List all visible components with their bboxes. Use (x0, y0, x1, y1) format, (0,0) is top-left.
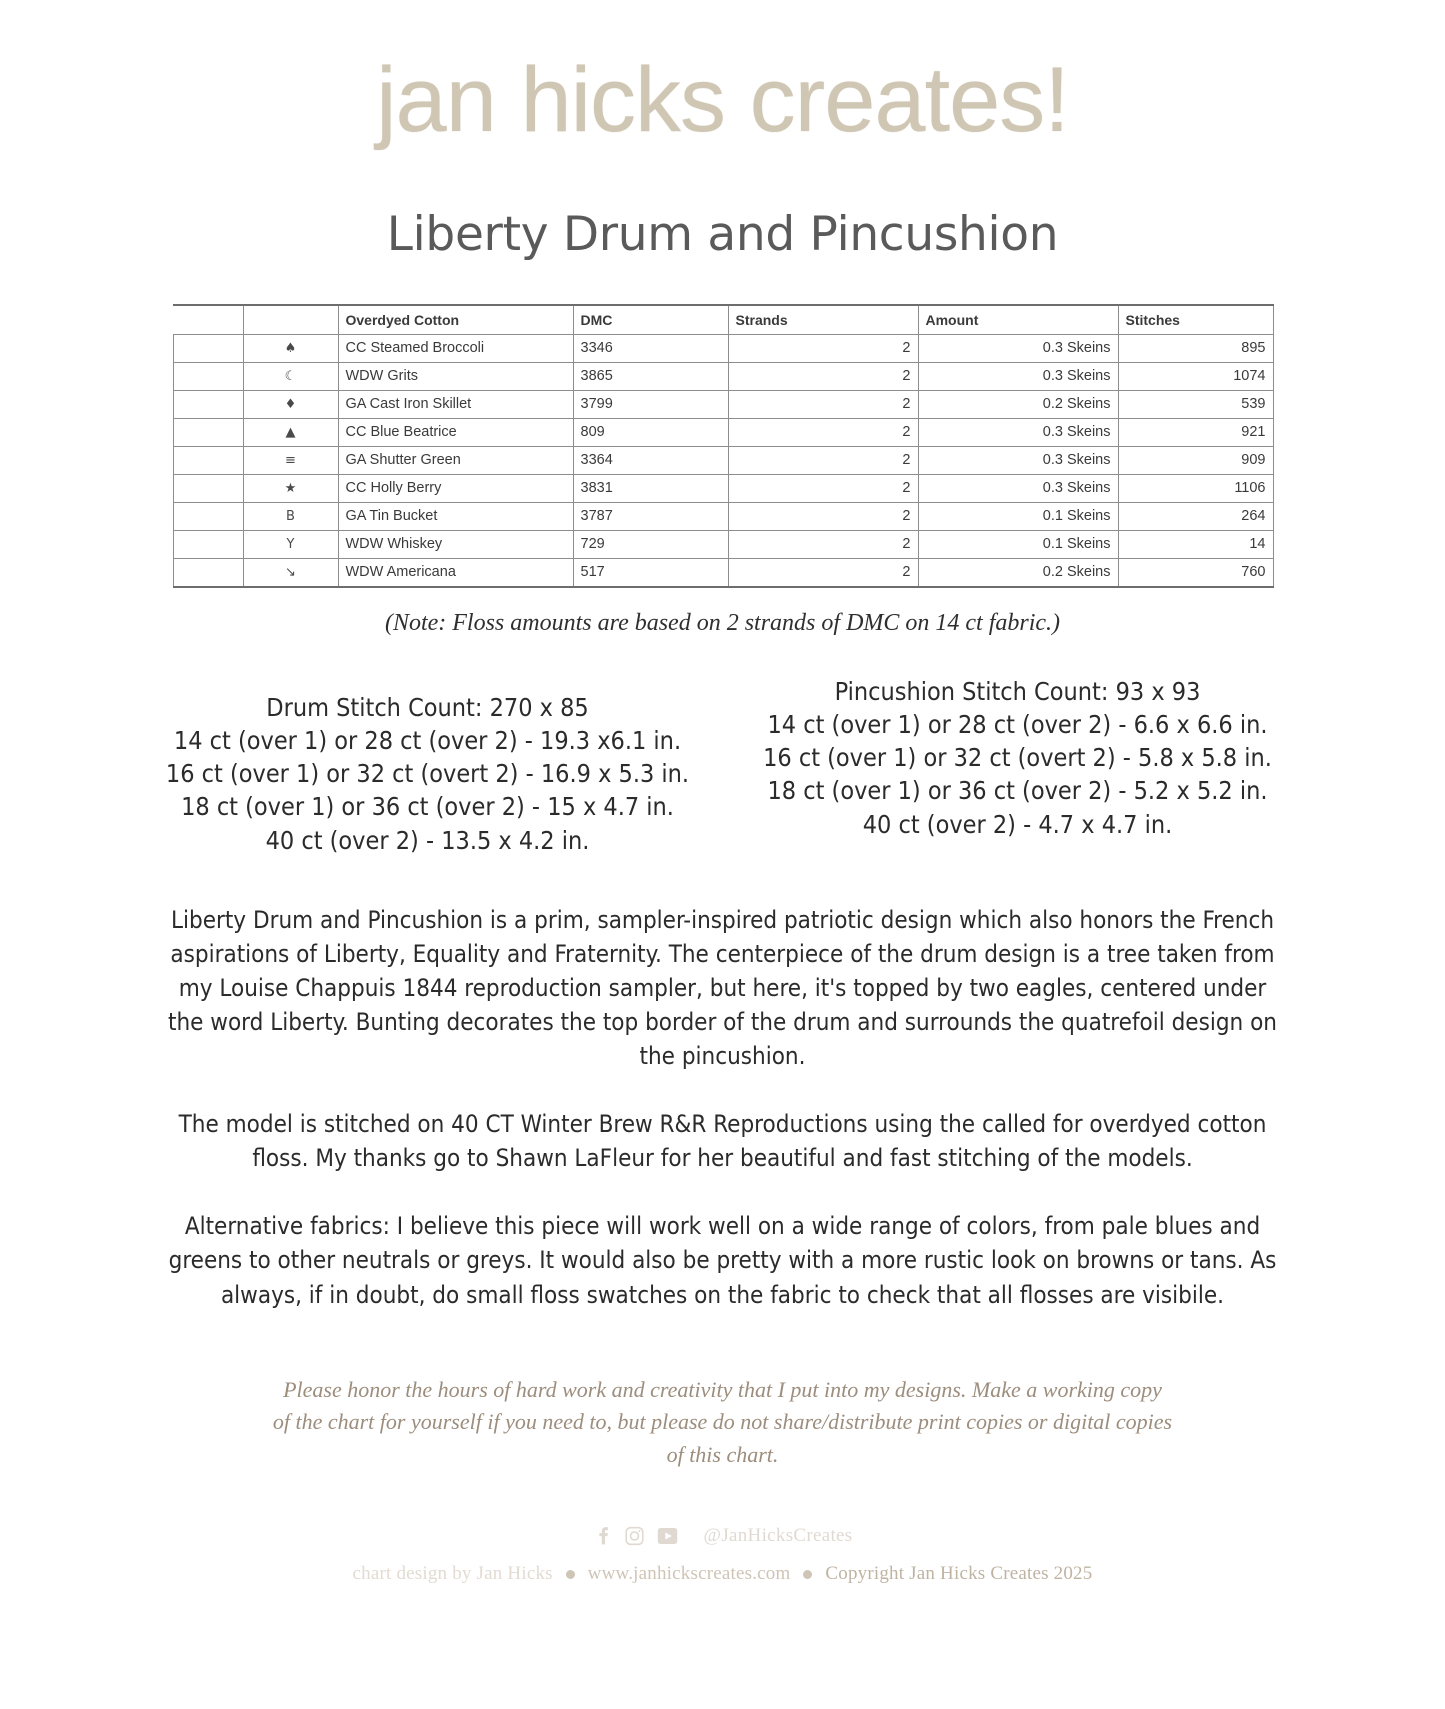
cell-stitches: 921 (1118, 418, 1273, 446)
description-paragraph-3: Alternative fabrics: I believe this piece will work well on a wide range of colors, from pale blues and greens to other neutrals or greys. It would also be pretty with a more rustic look on browns or tans. As always, if in doubt, do small floss swatches on the fabric to check that all flosses are visibile. (168, 1212, 1277, 1309)
cell-strands: 2 (728, 390, 918, 418)
row-spacer-cell (173, 474, 243, 502)
floss-table-container (173, 304, 1273, 588)
cell-amount: 0.3 Skeins (918, 334, 1118, 362)
footer-website[interactable]: www.janhickscreates.com (587, 1563, 791, 1585)
cell-strands: 2 (728, 474, 918, 502)
pincushion-stitch-count-block (738, 675, 1298, 857)
cell-symbol: ≡ (243, 446, 338, 474)
cell-symbol: ★ (243, 474, 338, 502)
cell-stitches: 1074 (1118, 362, 1273, 390)
drum-size-line-4: 40 ct (over 2) - 13.5 x 4.2 in. (265, 825, 590, 855)
cell-amount: 0.2 Skeins (918, 390, 1118, 418)
cell-symbol: ▲ (243, 418, 338, 446)
cell-symbol: ☾ (243, 362, 338, 390)
table-row (173, 334, 1273, 362)
description-paragraph-1: Liberty Drum and Pincushion is a prim, sampler-inspired patriotic design which also honors the French aspirations of Liberty, Equality and Fraternity. The centerpiece of the drum design is a tree taken from my Louise Chappuis 1844 reproduction sampler, but here, it's topped by two eagles, centered under the word Liberty. Bunting decorates the top border of the drum and surrounds the quatrefoil design on the pincushion. (168, 905, 1277, 1071)
drum-size-line-1: 14 ct (over 1) or 28 ct (over 2) - 19.3 x6.1 in. (173, 725, 682, 755)
cell-floss-name: CC Blue Beatrice (338, 418, 573, 446)
pincushion-size-line-2: 16 ct (over 1) or 32 ct (overt 2) - 5.8 x 5.8 in. (763, 743, 1272, 773)
footer-separator-dot-2 (803, 1570, 812, 1579)
col-header-symbol (243, 305, 338, 335)
cell-floss-name: GA Cast Iron Skillet (338, 390, 573, 418)
cell-dmc: 517 (573, 558, 728, 587)
cell-strands: 2 (728, 418, 918, 446)
cell-strands: 2 (728, 530, 918, 558)
cell-amount: 0.3 Skeins (918, 418, 1118, 446)
cell-stitches: 760 (1118, 558, 1273, 587)
row-spacer-cell (173, 334, 243, 362)
page-title: Liberty Drum and Pincushion (386, 206, 1059, 262)
col-header-overdyed-cotton: Overdyed Cotton (338, 305, 573, 335)
cell-amount: 0.2 Skeins (918, 558, 1118, 587)
facebook-icon[interactable] (593, 1525, 613, 1547)
cell-strands: 2 (728, 446, 918, 474)
floss-note: (Note: Floss amounts are based on 2 strands of DMC on 14 ct fabric.) (384, 609, 1061, 636)
cell-amount: 0.1 Skeins (918, 530, 1118, 558)
drum-stitch-count-heading: Drum Stitch Count: 270 x 85 (266, 692, 589, 722)
cell-dmc: 3787 (573, 502, 728, 530)
pincushion-size-line-4: 40 ct (over 2) - 4.7 x 4.7 in. (862, 809, 1173, 839)
row-spacer-cell (173, 502, 243, 530)
cell-symbol: Y (243, 530, 338, 558)
cell-dmc: 809 (573, 418, 728, 446)
cell-symbol: ♠ (243, 334, 338, 362)
cell-dmc: 3865 (573, 362, 728, 390)
row-spacer-cell (173, 558, 243, 587)
description-section (163, 903, 1283, 1312)
cell-symbol: ♦ (243, 390, 338, 418)
cell-dmc: 3831 (573, 474, 728, 502)
floss-table-body (173, 334, 1273, 587)
table-row (173, 446, 1273, 474)
floss-table (173, 304, 1274, 588)
col-header-strands: Strands (728, 305, 918, 335)
table-row (173, 502, 1273, 530)
row-spacer-cell (173, 446, 243, 474)
cell-floss-name: GA Shutter Green (338, 446, 573, 474)
stitch-counts-section (0, 675, 1445, 857)
row-spacer-cell (173, 530, 243, 558)
cell-floss-name: WDW Whiskey (338, 530, 573, 558)
table-row (173, 418, 1273, 446)
col-header-stitches: Stitches (1118, 305, 1273, 335)
cell-stitches: 909 (1118, 446, 1273, 474)
footer-design-credit: chart design by Jan Hicks (352, 1563, 553, 1585)
col-header-spacer (173, 305, 243, 335)
table-row (173, 474, 1273, 502)
col-header-amount: Amount (918, 305, 1118, 335)
floss-table-header (173, 305, 1273, 335)
pincushion-stitch-count-heading: Pincushion Stitch Count: 93 x 93 (834, 676, 1201, 706)
cell-amount: 0.3 Skeins (918, 474, 1118, 502)
instagram-icon[interactable] (624, 1525, 645, 1547)
row-spacer-cell (173, 362, 243, 390)
cell-stitches: 895 (1118, 334, 1273, 362)
cell-dmc: 3364 (573, 446, 728, 474)
cell-floss-name: WDW Americana (338, 558, 573, 587)
cell-strands: 2 (728, 502, 918, 530)
cell-floss-name: GA Tin Bucket (338, 502, 573, 530)
cell-dmc: 3799 (573, 390, 728, 418)
cell-symbol: ↘ (243, 558, 338, 587)
cell-stitches: 14 (1118, 530, 1273, 558)
description-paragraph-2: The model is stitched on 40 CT Winter Brew R&R Reproductions using the called for overdyed cotton floss. My thanks go to Shawn LaFleur for her beautiful and fast stitching of the models. (178, 1110, 1267, 1173)
brand-logo-area (0, 0, 1445, 149)
cell-stitches: 539 (1118, 390, 1273, 418)
col-header-dmc: DMC (573, 305, 728, 335)
drum-stitch-count-block (148, 675, 708, 857)
footer-copyright-text: Copyright Jan Hicks Creates 2025 (825, 1563, 1093, 1585)
cell-amount: 0.1 Skeins (918, 502, 1118, 530)
table-row (173, 362, 1273, 390)
brand-logo-text: jan hicks creates! (376, 49, 1069, 151)
table-row (173, 530, 1273, 558)
table-row (173, 390, 1273, 418)
cell-dmc: 729 (573, 530, 728, 558)
cell-dmc: 3346 (573, 334, 728, 362)
page-footer (0, 1525, 1445, 1585)
cell-stitches: 1106 (1118, 474, 1273, 502)
cell-amount: 0.3 Skeins (918, 362, 1118, 390)
drum-size-line-2: 16 ct (over 1) or 32 ct (overt 2) - 16.9 x 5.3 in. (165, 759, 690, 789)
cell-strands: 2 (728, 558, 918, 587)
cell-symbol: B (243, 502, 338, 530)
cell-floss-name: CC Holly Berry (338, 474, 573, 502)
cell-stitches: 264 (1118, 502, 1273, 530)
drum-size-line-3: 18 ct (over 1) or 36 ct (over 2) - 15 x 4.7 in. (181, 792, 674, 822)
row-spacer-cell (173, 390, 243, 418)
copyright-honor-notice: Please honor the hours of hard work and creativity that I put into my designs. Make a working copy of the chart for yourself if you need to, but please do not share/distribute print copies or digital copies of this chart. (272, 1376, 1173, 1467)
cell-floss-name: CC Steamed Broccoli (338, 334, 573, 362)
cell-floss-name: WDW Grits (338, 362, 573, 390)
cell-strands: 2 (728, 334, 918, 362)
table-row (173, 558, 1273, 587)
pincushion-size-line-1: 14 ct (over 1) or 28 ct (over 2) - 6.6 x 6.6 in. (767, 709, 1268, 739)
cell-amount: 0.3 Skeins (918, 446, 1118, 474)
cell-strands: 2 (728, 362, 918, 390)
footer-copyright-line (0, 1563, 1445, 1585)
footer-separator-dot-1 (566, 1570, 575, 1579)
pincushion-size-line-3: 18 ct (over 1) or 36 ct (over 2) - 5.2 x 5.2 in. (767, 776, 1268, 806)
social-handle-label: @JanHicksCreates (703, 1525, 853, 1547)
youtube-icon[interactable] (656, 1525, 679, 1547)
row-spacer-cell (173, 418, 243, 446)
social-links-row (0, 1525, 1445, 1547)
